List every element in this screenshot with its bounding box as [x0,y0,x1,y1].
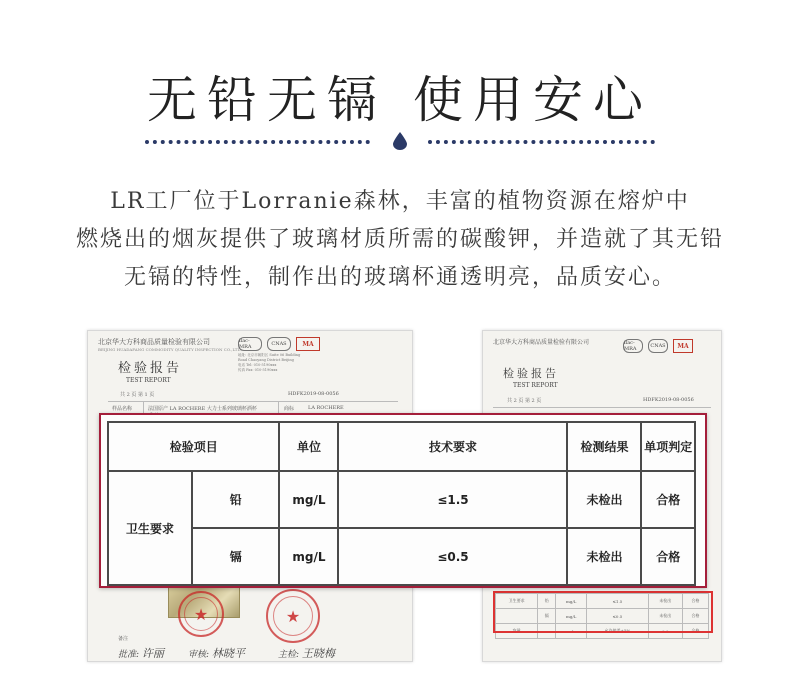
result-cell: 未检出 [567,471,641,528]
table-row: 卫生要求 铅 mg/L ≤1.5 未检出 合格 [496,594,709,609]
group-label: 卫生要求 [108,471,192,585]
ma-logo-icon: MA [673,339,693,353]
sample-label: 样品名称 [112,406,133,412]
intro-line-2: 燃烧出的烟灰提供了玻璃材质所需的碳酸钾，并造就了其无铅 [75,227,724,252]
ma-logo-icon: MA [296,337,320,351]
item-cell: 铅 [192,471,279,528]
report-org: 北京华大方科商品质量检验有限公司 [493,339,590,346]
requirement-cell: ≤0.5 [338,528,567,585]
header-verdict: 单项判定 [641,422,695,471]
report-number: HDFK2019-08-0056 [288,391,339,397]
header-result: 检测结果 [567,422,641,471]
report-number: HDFK2019-08-0056 [643,397,694,403]
brand-name: LA ROCHERE [308,405,344,411]
report-subtitle: TEST REPORT [126,377,171,384]
approver-signature: 批准: 许丽 [118,647,164,660]
dotted-divider-left [145,140,370,150]
zoomed-results-table [99,413,707,588]
water-drop-icon [393,132,407,150]
report-title: 检验报告 [118,361,183,376]
headline: 无铅无镉 使用安心 [147,71,653,129]
result-cell: 未检出 [567,528,641,585]
inspector-signature: 主检: 王晓梅 [278,647,335,660]
table-row [108,528,695,585]
intro-line-1: LR工厂位于Lorranie森林，丰富的植物资源在熔炉中 [110,189,690,214]
intro-line-3: 无镉的特性，制作出的玻璃杯通透明亮，品质安心。 [123,265,676,290]
header-unit: 单位 [279,422,338,471]
table-header-row [108,422,695,471]
company-seal-icon: ★ [266,589,320,643]
header-requirement: 技术要求 [338,422,567,471]
unit-cell: mg/L [279,471,338,528]
table-row: 镉 mg/L ≤0.5 未检出 合格 [496,609,709,624]
dotted-divider-right [428,140,655,150]
requirement-cell: ≤1.5 [338,471,567,528]
report-address: 地址: 北京市朝阳区 Suite 06 Building Road Chaoyang District Beijing 电话 Tel: 010-5190xxx 传真 Fax: 010-5190xxx [238,353,301,372]
report-page-number: 共 2 页 第 1 页 [120,392,155,398]
ilac-logo-icon: ilac-MRA [238,337,262,351]
report-title: 检验报告 [503,367,559,380]
cnas-logo-icon: CNAS [267,337,291,351]
remark-label: 备注 [118,636,129,642]
cnas-logo-icon: CNAS [648,339,668,353]
unit-cell: mg/L [279,528,338,585]
verdict-cell: 合格 [641,471,695,528]
brand-label: 商标 [284,406,295,412]
report-subtitle: TEST REPORT [513,382,558,389]
report-org: 北京华大方科商品质量检验有限公司 [98,338,210,346]
accreditation-logos [238,337,320,351]
ilac-logo-icon: ilac-MRA [623,339,643,353]
results-table [107,421,696,586]
item-cell: 镉 [192,528,279,585]
highlight-box [493,591,713,633]
header-item: 检验项目 [108,422,279,471]
report-org-en: BEIJING HUADAFANG COMMODITY QUALITY INSPECTION CO.,LTD. [98,347,242,352]
table-row: 容量 mL 允许偏差±5% 0.6 合格 [496,624,709,639]
accreditation-logos [623,339,693,353]
reviewer-signature: 审核: 林晓平 [188,647,245,660]
report-page-number: 共 2 页 第 2 页 [507,398,542,404]
inspection-seal-icon: ★ [178,591,224,637]
table-row [108,471,695,528]
sample-name: 法国原产 LA ROCHERE 大力士系列玻璃杯酒杯 [148,406,257,412]
verdict-cell: 合格 [641,528,695,585]
